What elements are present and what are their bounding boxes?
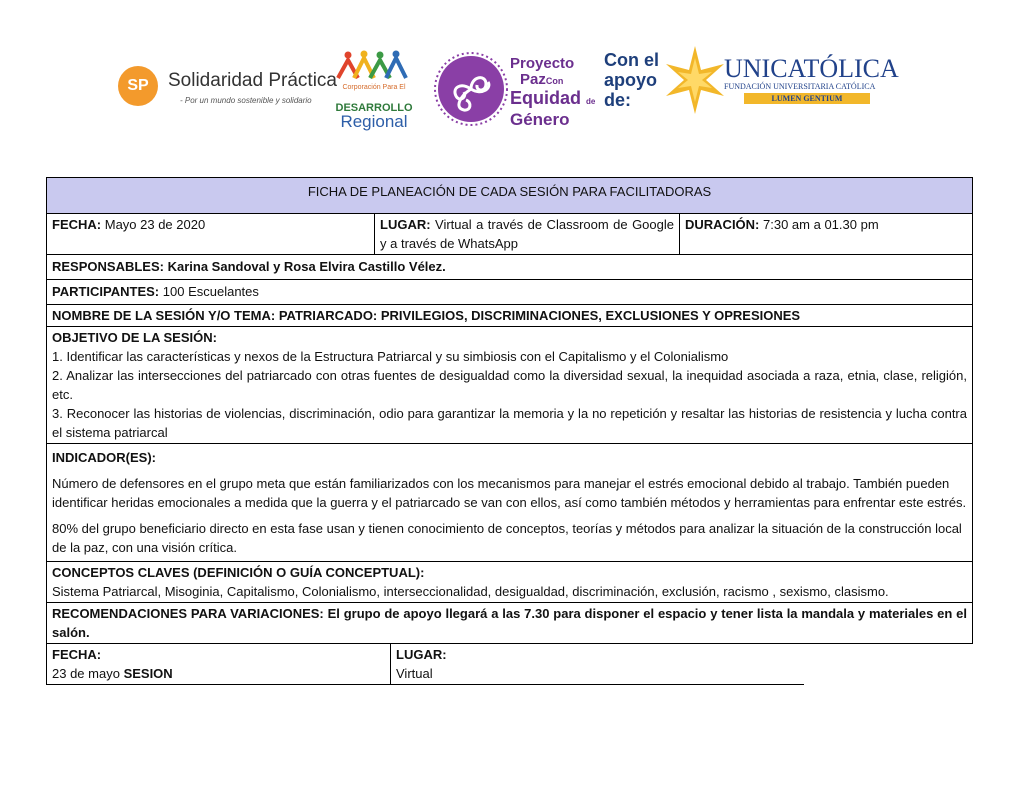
responsables-value: Karina Sandoval y Rosa Elvira Castillo Vélez. [167, 259, 446, 274]
proyecto-paz-equidad-logo [434, 52, 604, 128]
objetivo-cell [47, 327, 972, 443]
objetivo-label: OBJETIVO DE LA SESIÓN: [52, 330, 217, 345]
genero-word: Género [510, 110, 570, 129]
nombre-sesion-row [46, 305, 973, 327]
con-word: Con [545, 76, 564, 86]
responsables-label: RESPONSABLES: [52, 259, 164, 274]
star-icon [662, 44, 728, 116]
sp-logo-icon: SP [118, 66, 158, 106]
unicatolica-title: UNICATÓLICA [724, 54, 899, 83]
nombre-sesion-value: PATRIARCADO: PRIVILEGIOS, DISCRIMINACIONES, EXCLUSIONES Y OPRESIONES [278, 308, 801, 323]
recomendaciones-cell [47, 603, 972, 643]
duracion-value: 7:30 am a 01.30 pm [763, 217, 879, 232]
proyecto-logo-text [510, 56, 610, 129]
objetivo-row [46, 327, 973, 444]
corporacion-desarrollo-regional-logo [330, 50, 418, 131]
lugar2-value: Virtual [396, 666, 433, 681]
conceptos-label: CONCEPTOS CLAVES (DEFINICIÓN O GUÍA CONCEPTUAL): [52, 565, 425, 580]
sp-logo-name: Solidaridad Práctica [168, 70, 337, 91]
sheet-title-row [46, 177, 973, 214]
people-figures-icon [334, 50, 414, 82]
con-apoyo-line2: apoyo [604, 70, 658, 90]
lugar2-cell [390, 644, 973, 684]
fecha-lugar-duracion-row [46, 214, 973, 255]
indicador-paragraph-1: Número de defensores en el grupo meta que están familiarizados con los mecanismos para manejar el estrés emocional debido al trabajo. También pueden identificar heridas emocionales a medida que la guerra y el patriarcado se van con ellos, así como también métodos y herramientas para enfrentar este estrés. [52, 476, 967, 510]
fecha2-value-line [52, 664, 385, 683]
responsables-row [46, 255, 973, 280]
con-apoyo-line3: de: [604, 90, 631, 110]
fecha-cell [47, 214, 374, 254]
conceptos-cell [47, 562, 894, 602]
fecha2-sesion: SESION [123, 666, 173, 681]
con-apoyo-line1: Con el [604, 50, 660, 70]
lugar-cell [374, 214, 679, 254]
recomendaciones-row [46, 603, 973, 644]
participantes-cell [47, 280, 264, 304]
dr-logo-line2: DESARROLLO [335, 102, 413, 114]
lumen-gentium-band: LUMEN GENTIUM [744, 93, 870, 104]
dr-logo-line3: Regional [340, 112, 408, 131]
participantes-label: PARTICIPANTES: [52, 284, 160, 299]
de-word: de [586, 97, 596, 106]
paz-word: Paz [520, 71, 546, 88]
dr-logo-line1: Corporación Para El [342, 84, 406, 91]
participantes-value: 100 Escuelantes [162, 284, 259, 299]
duracion-cell [679, 214, 972, 254]
indicador-row [46, 444, 973, 562]
equidad-word: Equidad [510, 88, 581, 108]
fecha-lugar-bottom-row [46, 644, 973, 684]
indicador-paragraph-2: 80% del grupo beneficiario directo en esta fase usan y tienen conocimiento de conceptos, teorías y métodos para analizar la situación de la construcción local de la paz, con una visión crítica. [52, 521, 962, 555]
objetivo-item-1: 1. Identificar las características y nexos de la Estructura Patriarcal y su simbiosis con el Capitalismo y el Colonialismo [52, 349, 729, 364]
indicador-label: INDICADOR(ES): [52, 450, 156, 465]
sp-logo-tagline: - Por un mundo sostenible y solidario [180, 96, 312, 105]
sheet-title: FICHA DE PLANEACIÓN DE CADA SESIÓN PARA FACILITADORAS [307, 184, 712, 199]
conceptos-row [46, 562, 973, 603]
fecha2-label: FECHA: [52, 647, 102, 662]
logo-strip [0, 0, 1024, 150]
objetivo-item-3: 3. Reconocer las historias de violencias, discriminación, odio para garantizar la memoria y la no repetición y resaltar las historias de resistencia y lucha contra el sistema patriarcal [52, 406, 967, 440]
unicatolica-logo [724, 54, 899, 112]
equidad-line [510, 89, 610, 111]
solidaridad-practica-logo [118, 64, 337, 108]
paz-line [510, 72, 610, 89]
lugar-value: Virtual a través de Classroom de Google y a través de WhatsApp [380, 217, 674, 251]
planning-sheet [46, 177, 973, 684]
indicador-cell [47, 444, 972, 561]
fecha-value: Mayo 23 de 2020 [104, 217, 206, 232]
nombre-sesion-cell [47, 305, 805, 326]
fecha-label: FECHA: [52, 217, 102, 232]
recomendaciones-label: RECOMENDACIONES PARA VARIACIONES: [52, 606, 324, 621]
unicatolica-subtitle: FUNDACIÓN UNIVERSITARIA CATÓLICA [724, 82, 876, 91]
participantes-row [46, 280, 973, 305]
lugar-label: LUGAR: [380, 217, 431, 232]
triskelion-icon [434, 52, 508, 126]
con-el-apoyo-de-text [604, 50, 666, 110]
table-bottom-border [46, 684, 804, 685]
nombre-sesion-label: NOMBRE DE LA SESIÓN Y/O TEMA: [52, 308, 276, 323]
objetivo-item-2: 2. Analizar las intersecciones del patriarcado con otras fuentes de desigualdad como la diversidad sexual, la inequidad asociada a raza, etnia, clase, religión, etc. [52, 368, 967, 402]
proyecto-word: Proyecto [510, 55, 575, 72]
fecha2-value: 23 de mayo [52, 666, 120, 681]
recomendaciones-value: El grupo de apoyo llegará a las 7.30 para disponer el espacio y tener lista la mandala y materiales en el salón. [52, 606, 967, 640]
lugar2-label: LUGAR: [396, 647, 447, 662]
conceptos-value: Sistema Patriarcal, Misoginia, Capitalismo, Colonialismo, interseccionalidad, desigualdad, discriminación, exclusión, racismo , sexismo, clasismo. [52, 584, 889, 599]
responsables-cell [47, 255, 451, 279]
fecha2-cell [47, 644, 390, 684]
duracion-label: DURACIÓN: [685, 217, 760, 232]
